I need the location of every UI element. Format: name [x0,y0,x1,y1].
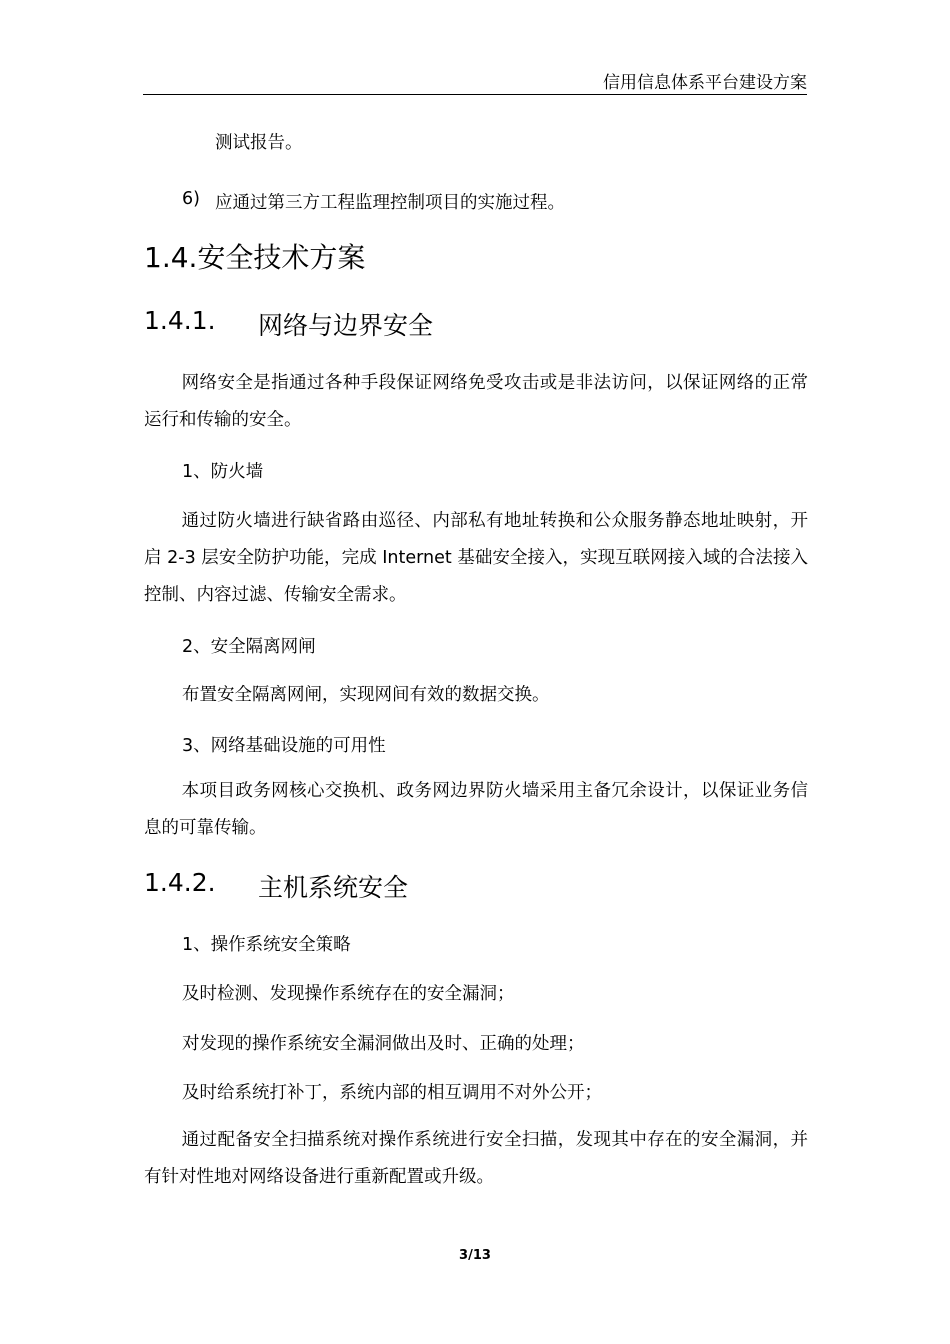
subheading-availability: 3、网络基础设施的可用性 [182,736,386,756]
line-detect: 及时检测、发现操作系统存在的安全漏洞； [182,984,515,1004]
section-heading-1-4: 1.4.安全技术方案 [144,241,366,274]
subheading-security-gap: 2、安全隔离网闸 [182,637,316,657]
paragraph-security-gap: 布置安全隔离网闸，实现网间有效的数据交换。 [182,685,550,705]
section-heading-1-4-2: 主机系统安全 [258,873,409,902]
list-item-6-number: 6) [182,189,200,209]
list-item-6-text: 应通过第三方工程监理控制项目的实施过程。 [215,193,565,213]
section-number-1-4-2: 1.4.2. [144,868,216,897]
paragraph-firewall: 通过防火墙进行缺省路由巡径、内部私有地址转换和公众服务静态地址映射，开启 2-3 层安全防护功能，完成 Internet 基础安全接入，实现互联网接入域的合法接入控制、内容过滤、传输安全需求。 [144,511,808,605]
document-title: 信用信息体系平台建设方案 [603,73,807,93]
line-patch: 及时给系统打补丁，系统内部的相互调用不对外公开； [182,1083,602,1103]
line-handle: 对发现的操作系统安全漏洞做出及时、正确的处理； [182,1034,585,1054]
subheading-os-policy: 1、操作系统安全策略 [182,935,351,955]
paragraph-availability: 本项目政务网核心交换机、政务网边界防火墙采用主备冗余设计，以保证业务信息的可靠传输。 [144,781,808,838]
paragraph-network-intro: 网络安全是指通过各种手段保证网络免受攻击或是非法访问，以保证网络的正常运行和传输的安全。 [144,373,808,430]
paragraph-security-scan: 通过配备安全扫描系统对操作系统进行安全扫描，发现其中存在的安全漏洞，并有针对性地对网络设备进行重新配置或升级。 [144,1130,808,1187]
section-number-1-4-1: 1.4.1. [144,306,216,335]
test-report-line: 测试报告。 [215,133,303,153]
page-number: 3/13 [459,1248,491,1263]
page-header [143,66,807,95]
subheading-firewall: 1、防火墙 [182,462,264,482]
section-heading-1-4-1: 网络与边界安全 [258,311,434,340]
